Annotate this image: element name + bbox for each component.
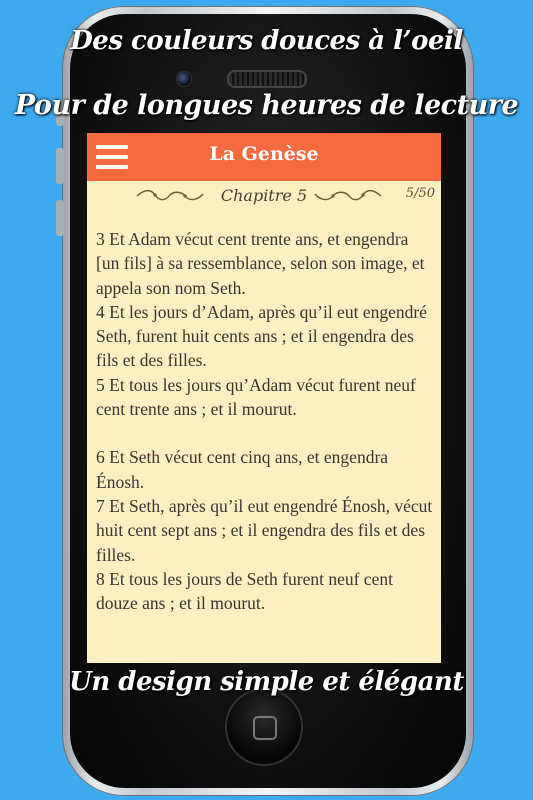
volume-down-button [56,200,64,236]
right-flourish-ornament [313,187,383,205]
app-screen [87,133,441,663]
volume-up-button [56,148,64,184]
app-bar [87,133,441,181]
verse-7: 7 Et Seth, après qu’il eut engendré Énosh, vécut huit cent sept ans ; et il engendra des fils et des filles. [96,495,433,565]
chapter-title[interactable]: Chapitre 5 [220,186,308,205]
book-title: La Genèse [209,143,319,165]
front-camera [176,71,192,87]
home-square-icon [253,716,277,740]
chapter-counter: 5/50 [405,186,435,201]
promo-bottom: Un design simple et élégant [69,667,464,697]
verse-4: 4 Et les jours d’Adam, après qu’il eut engendré Seth, furent huit cents ans ; et il engendra des fils et des filles. [96,301,427,371]
promo-line-2: Pour de longues heures de lecture [14,90,519,121]
verse-3: 3 Et Adam vécut cent trente ans, et engendra [un fils] à sa ressemblance, selon son image, et appela son nom Seth. [96,229,425,298]
home-button[interactable] [225,688,303,766]
promo-line-1: Des couleurs douces à l’oeil [70,26,463,56]
chapter-text[interactable] [96,227,436,615]
paragraph-gap [96,421,436,445]
earpiece-speaker [227,70,307,88]
verse-8: 8 Et tous les jours de Seth furent neuf cent douze ans ; et il mourut. [96,568,393,614]
chapter-header [87,183,441,209]
verse-6: 6 Et Seth vécut cent cinq ans, et engendra Énosh. [96,447,389,492]
verse-5: 5 Et tous les jours qu’Adam vécut furent neuf cent trente ans ; et il mourut. [96,374,416,420]
